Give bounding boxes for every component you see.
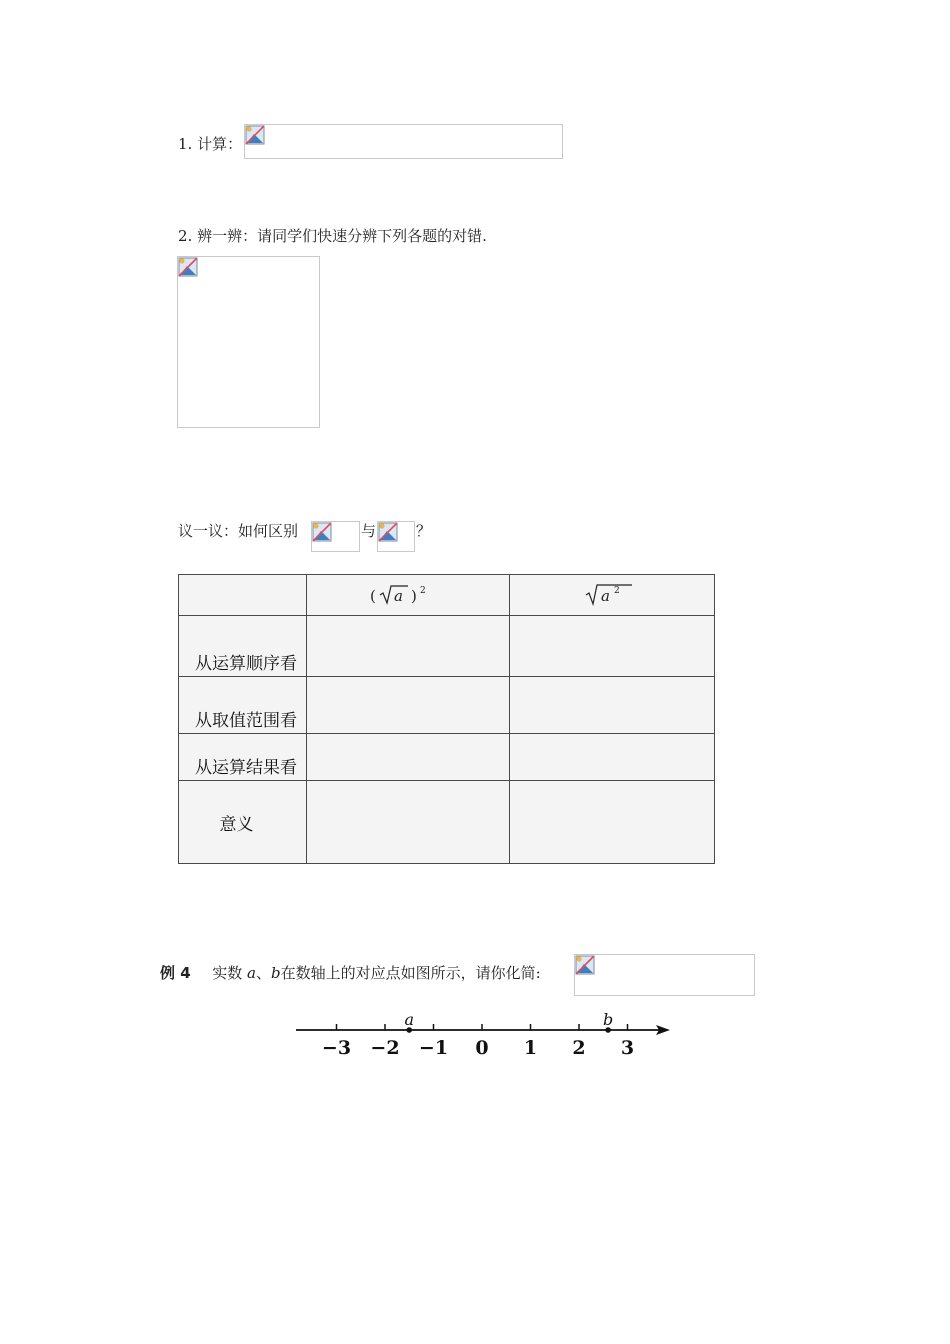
table-cell [307,781,510,864]
formula-image-sqrt-a-squared-2 [377,521,415,552]
svg-text:): ) [411,587,417,605]
svg-text:a: a [601,587,610,605]
question-2-label: 2. 辨一辨：请同学们快速分辨下列各题的对错. [178,227,487,245]
table-cell [307,677,510,734]
formula-image-example4 [574,954,755,996]
question-1-label: 1. 计算： [178,135,243,153]
number-line-tick-label: 1 [523,1037,538,1059]
number-line-tick-label: −3 [321,1037,352,1059]
discussion-suffix: ？ [416,522,432,540]
row-label-operation-order: 从运算顺序看 [179,616,307,677]
number-line-tick-label: −2 [370,1037,400,1059]
comparison-table [178,574,715,864]
formula-image-q1 [244,124,563,159]
example-var-a: a [247,964,256,982]
table-row [179,616,715,677]
table-cell [510,616,715,677]
broken-image-icon [178,257,198,277]
formula-sqrt-a-then-squared [368,580,448,610]
row-label-value-range: 从取值范围看 [179,677,307,734]
table-cell [510,781,715,864]
table-row [179,677,715,734]
broken-image-icon [575,955,595,975]
number-line-tick-label: 0 [475,1037,489,1059]
number-line [290,1005,680,1065]
svg-text:2: 2 [420,586,426,596]
table-header-col1 [307,575,510,616]
number-line-tick-label: 2 [572,1037,586,1059]
svg-text:(: ( [370,587,376,605]
table-header-row [179,575,715,616]
row-label-operation-result: 从运算结果看 [179,734,307,781]
svg-text:a: a [394,587,403,605]
table-cell [307,734,510,781]
broken-image-icon [245,125,265,145]
table-header-col2 [510,575,715,616]
example-text-b: 在数轴上的对应点如图所示，请你化简: [280,964,541,982]
example-text-a: 实数 [212,964,248,982]
table-cell [510,677,715,734]
broken-image-icon [378,522,398,542]
discussion-prefix: 议一议：如何区别 [178,522,299,540]
table-cell [307,616,510,677]
number-line-point-b-label: b [602,1010,614,1029]
number-line-point-a-label: a [404,1010,415,1029]
svg-text:2: 2 [614,586,620,596]
broken-image-icon [312,522,332,542]
example-var-b: b [270,964,281,982]
true-false-items-image [177,256,320,428]
formula-image-sqrt-a-squared-1 [311,521,360,552]
number-line-tick-label: −1 [418,1037,449,1059]
table-row [179,734,715,781]
example-tag: 例 4 [160,964,191,982]
row-label-meaning: 意义 [179,781,307,864]
formula-sqrt-of-a-squared [582,580,642,610]
example-separator: 、 [255,964,271,982]
example-line [160,962,541,983]
discussion-mid: 与 [361,522,377,540]
table-header-empty [179,575,307,616]
table-cell [510,734,715,781]
table-row [179,781,715,864]
number-line-tick-label: 3 [620,1037,635,1059]
